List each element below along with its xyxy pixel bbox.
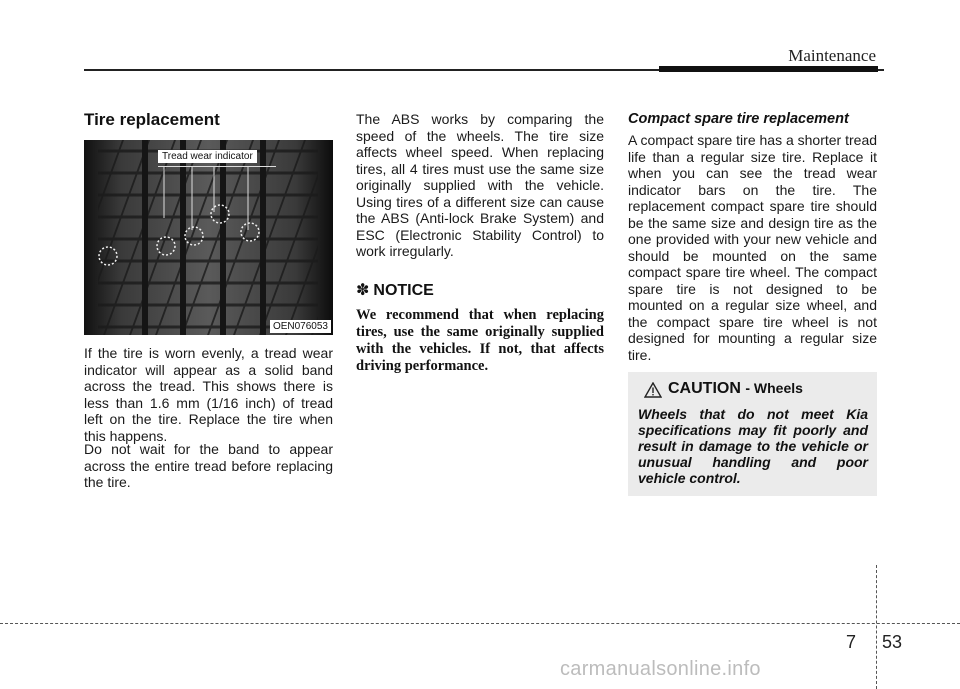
tread-wear-indicator-label: Tread wear indicator [158,150,257,163]
section-title: Tire replacement [84,110,220,129]
paragraph: A compact spare tire has a shorter tread life than a regular size tire. Replace it when you can see the tread wear indicator bars on the tire. The replacement compact spare tire should be the same size and design tire as the one provided with your new vehicle and should be mounted on the same compact spare tire wheel. The compact spare tire is not designed to be mounted on a regular size wheel, and the compact spare tire wheel is not designed for mounting a regular size tire. [628,132,878,363]
footer-divider [0,623,960,624]
caution-title: CAUTION [668,380,741,397]
footer-page-divider [876,565,877,689]
notice-heading [356,280,434,300]
watermark: carmanualsonline.info [560,658,761,680]
caution-text: Wheels that do not meet Kia specifications may fit poorly and result in damage to the vehicle or unusual handling and poor vehicle control. [638,406,868,486]
paragraph: Do not wait for the band to appear across the entire tread before replacing the tire. [84,441,333,490]
running-header: Maintenance [788,46,876,65]
paragraph: If the tire is worn evenly, a tread wear indicator will appear as a solid band across the tread. This shows there is less than 1.6 mm (1/16 inch) of tread left on the tire. Replace the tire when this happens. [84,345,333,444]
page-number: 53 [882,632,903,652]
paragraph: The ABS works by comparing the speed of the wheels. The tire size affects wheel speed. When replacing tires, all 4 tires must use the same size originally supplied with the vehicle. Using tires of a different size can cause the ABS (Anti-lock Brake System) and ESC (Electronic Stability Control) to work irregularly. [356,111,604,259]
notice-star-icon: ✽ [356,280,370,299]
warning-triangle-icon [644,382,662,398]
tire-tread-photo [84,140,333,335]
notice-text: We recommend that when replacing tires, use the same originally supplied with the vehicles. If not, that affects driving performance. [356,307,604,374]
header-rule-accent [659,66,878,72]
notice-title: NOTICE [373,282,434,299]
image-code: OEN076053 [270,320,331,333]
caution-box [628,372,877,496]
tire-tread-illustration [84,140,333,335]
caution-heading [668,380,803,398]
subsection-title: Compact spare tire replacement [628,111,849,127]
chapter-number: 7 [846,632,857,652]
caution-subtitle: - Wheels [745,380,803,396]
